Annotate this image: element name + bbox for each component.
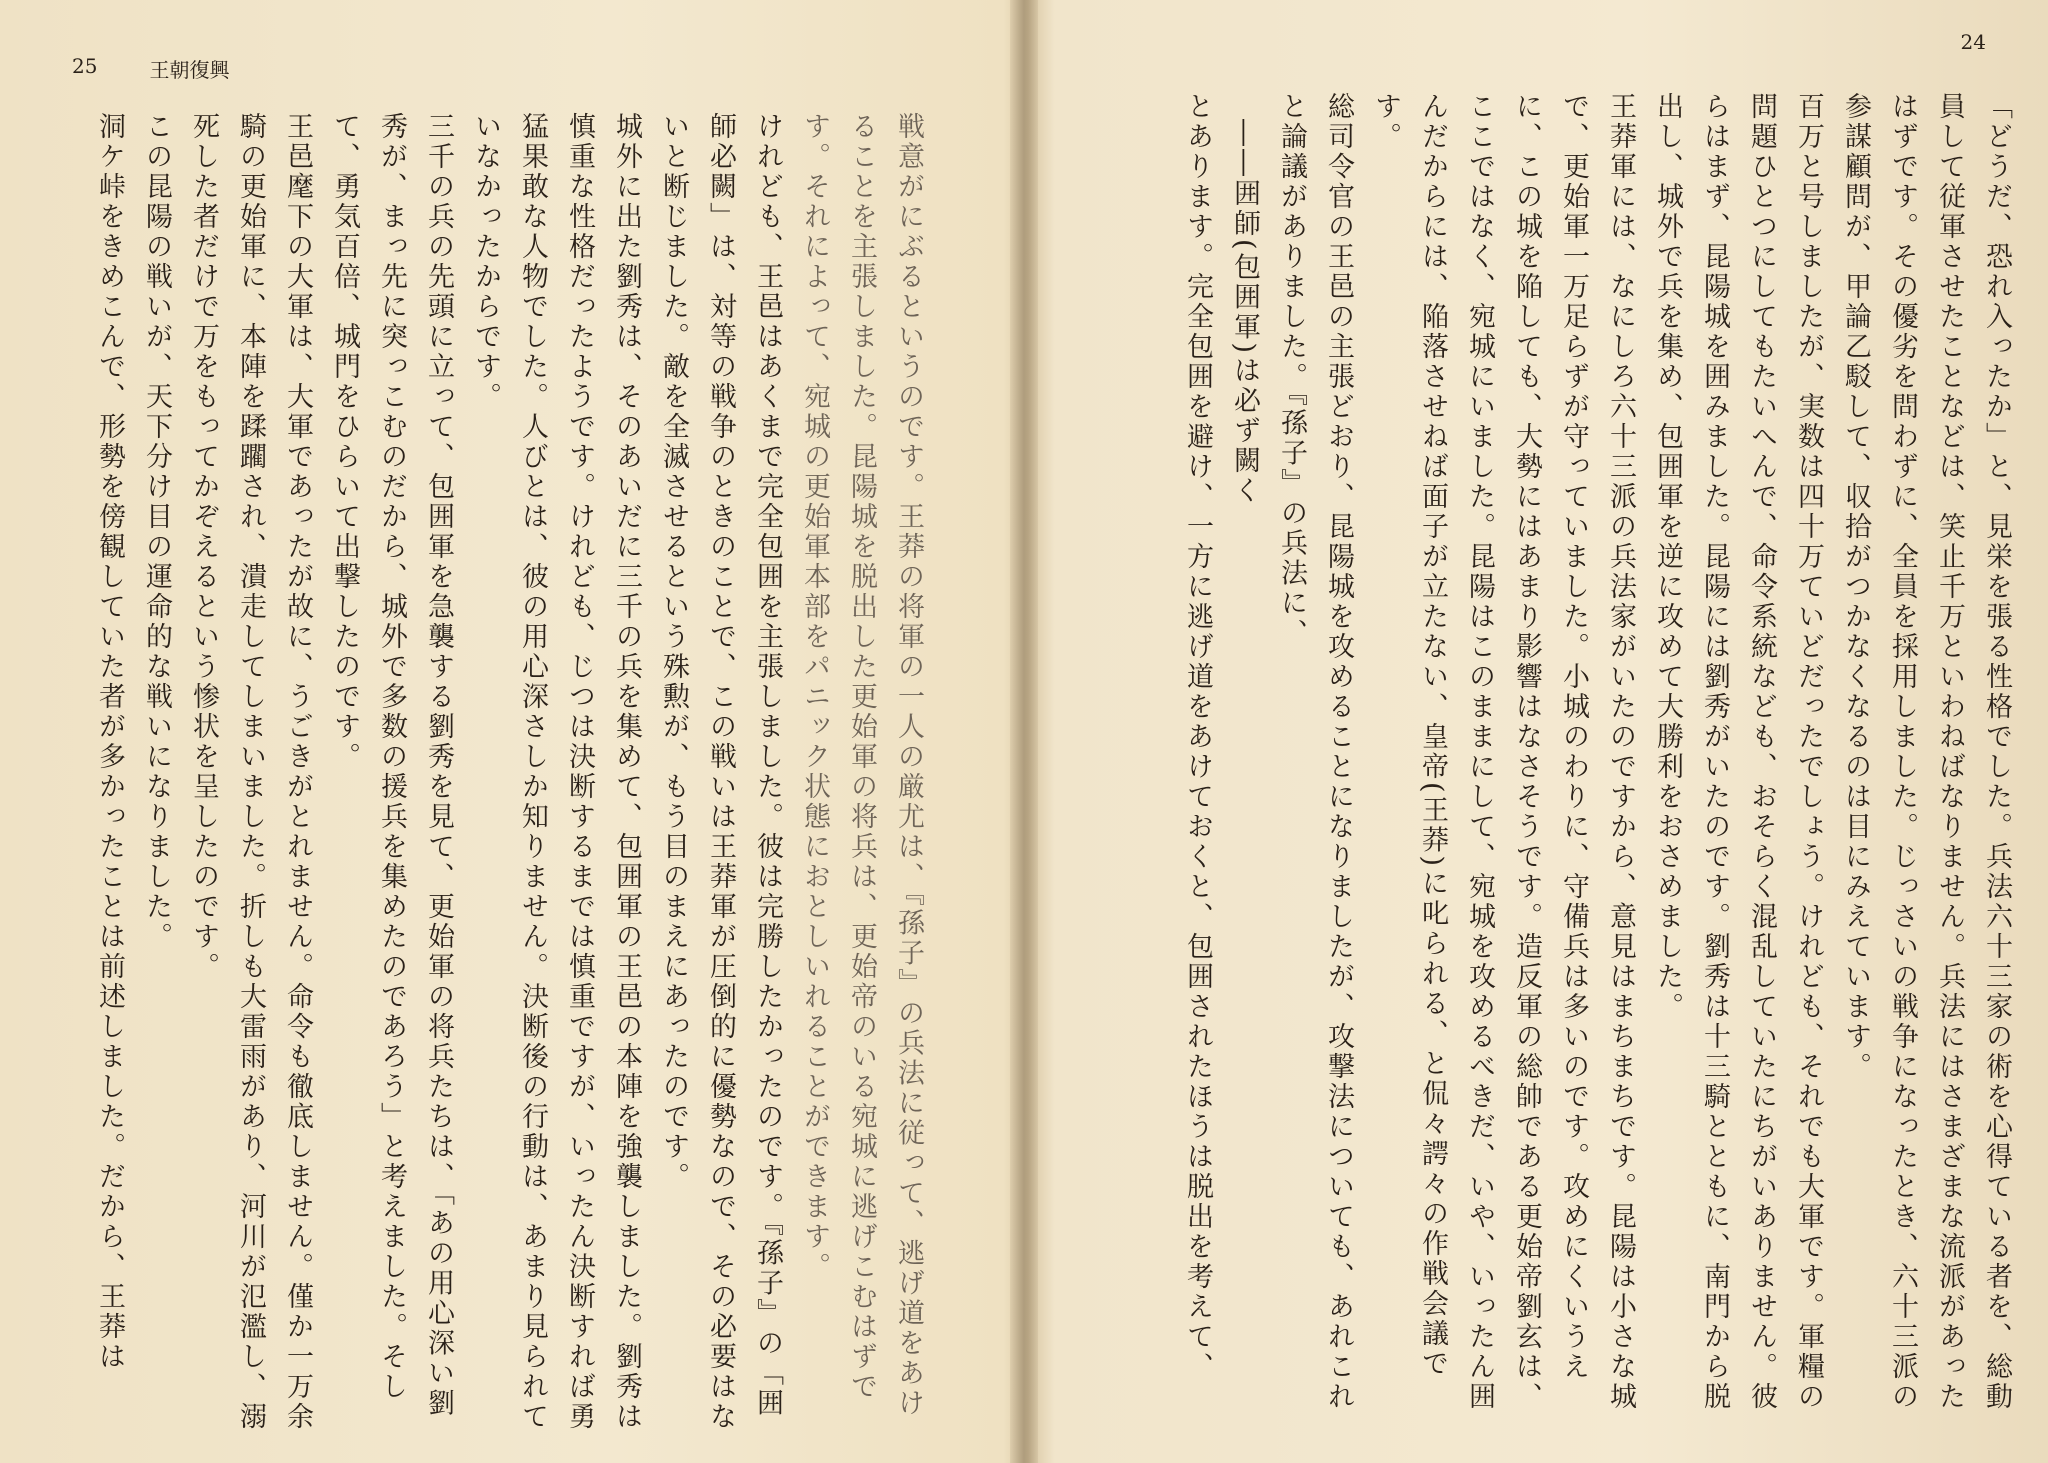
paragraph: 王邑麾下の大軍は、大軍であったが故に、うごきがとれません。命令も徹底しません。僅か一万余騎の更始軍に、本陣を蹂躙され、潰走してしまいました。折しも大雷雨があり、河川が氾濫し、溺死した者だけで万をもってかぞえるという惨状を呈したのです。 — [188, 112, 313, 1432]
left-page-header — [72, 54, 229, 83]
right-page-text — [1182, 92, 2020, 1432]
paragraph: 城外に出た劉秀は、そのあいだに三千の兵を集めて、包囲軍の王邑の本陣を強襲しました。劉秀は慎重な性格だったようです。けれども、じつは決断するまでは慎重ですが、いったん決断すれば勇猛果敢な人物でした。人びとは、彼の用心深さしか知りません。決断後の行動は、あまり見られていなかったからです。 — [470, 112, 642, 1432]
quotation-line: ――囲師(包囲軍)は必ず闕く — [1229, 119, 1260, 507]
paragraph: 戦意がにぶるというのです。王莽の将軍の一人の厳尤は、『孫子』の兵法に従って、逃げ道をあけることを主張しました。昆陽城を脱出した更始軍の将兵は、更始帝のいる宛城に逃げこむはずです。それによって、宛城の更始軍本部をパニック状態におとしいれることができます。 — [799, 112, 924, 1419]
left-page — [0, 0, 1012, 1463]
page-number-left: 25 — [72, 54, 98, 78]
paragraph: 三千の兵の先頭に立って、包囲軍を急襲する劉秀を見て、更始軍の将兵たちは、「あの用心深い劉秀が、まっ先に突っこむのだから、城外で多数の援兵を集めたのであろう」と考えました。そして、勇気百倍、城門をひらいて出撃したのです。 — [329, 112, 454, 1419]
paragraph: けれども、王邑はあくまで完全包囲を主張しました。彼は完勝したかったのです。『孫子』の「囲師必闕」は、対等の戦争のときのことで、この戦いは王莽軍が圧倒的に優勢なので、その必要はないと断じました。敵を全滅させるという殊勲が、もう目のまえにあったのです。 — [658, 112, 783, 1432]
paragraph: 総司令官の王邑の主張どおり、昆陽城を攻めることになりましたが、攻撃法についても、あれこれと論議がありました。『孫子』の兵法に、 — [1276, 92, 1354, 1412]
running-title: 王朝復興 — [149, 58, 230, 82]
paragraph: 洞ケ峠をきめこんで、形勢を傍観していた者が多かったことは前述しました。だから、王莽は — [94, 112, 125, 1372]
page-number-right: 24 — [1960, 30, 1986, 54]
right-page — [1038, 0, 2048, 1463]
paragraph: 百万と号しましたが、実数は四十万ていどだったでしょう。けれども、それでも大軍です。軍糧の問題ひとつにしてもたいへんで、命令系統なども、おそらく混乱していたにちがいありません。彼らはまず、昆陽城を囲みました。昆陽には劉秀がいたのです。劉秀は十三騎とともに、南門から脱出し、城外で兵を集め、包囲軍を逆に攻めて大勝利をおさめました。 — [1652, 92, 1824, 1412]
book-gutter — [1010, 0, 1038, 1463]
paragraph: 「どうだ、恐れ入ったか」と、見栄を張る性格でした。兵法六十三家の術を心得ている者を、総動員して従軍させたことなどは、笑止千万といわねばなりません。兵法にはさまざまな流派があったはずです。その優劣を問わずに、全員を採用しました。じっさいの戦争になったとき、六十三派の参謀顧問が、甲論乙駁して、収拾がつかなくなるのは目にみえています。 — [1840, 92, 2012, 1412]
paragraph: この昆陽の戦いが、天下分け目の運命的な戦いになりました。 — [141, 112, 172, 952]
paragraph: 王莽軍には、なにしろ六十三派の兵法家がいたのですから、意見はまちまちです。昆陽は小さな城で、更始軍一万足らずが守っていました。小城のわりに、守備兵は多いのです。攻めにくいうえに、この城を陥しても、大勢にはあまり影響はなさそうです。造反軍の総帥である更始帝劉玄は、ここではなく、宛城にいました。昆陽はこのままにして、宛城を攻めるべきだ、いや、いったん囲んだからには、陥落させねば面子が立たない、皇帝(王莽)に叱られる、と侃々諤々の作戦会議です。 — [1370, 92, 1636, 1412]
paragraph: とあります。完全包囲を避け、一方に逃げ道をあけておくと、包囲されたほうは脱出を考えて、 — [1182, 92, 1213, 1382]
left-page-text — [62, 112, 932, 1442]
right-page-header — [1961, 30, 1986, 54]
